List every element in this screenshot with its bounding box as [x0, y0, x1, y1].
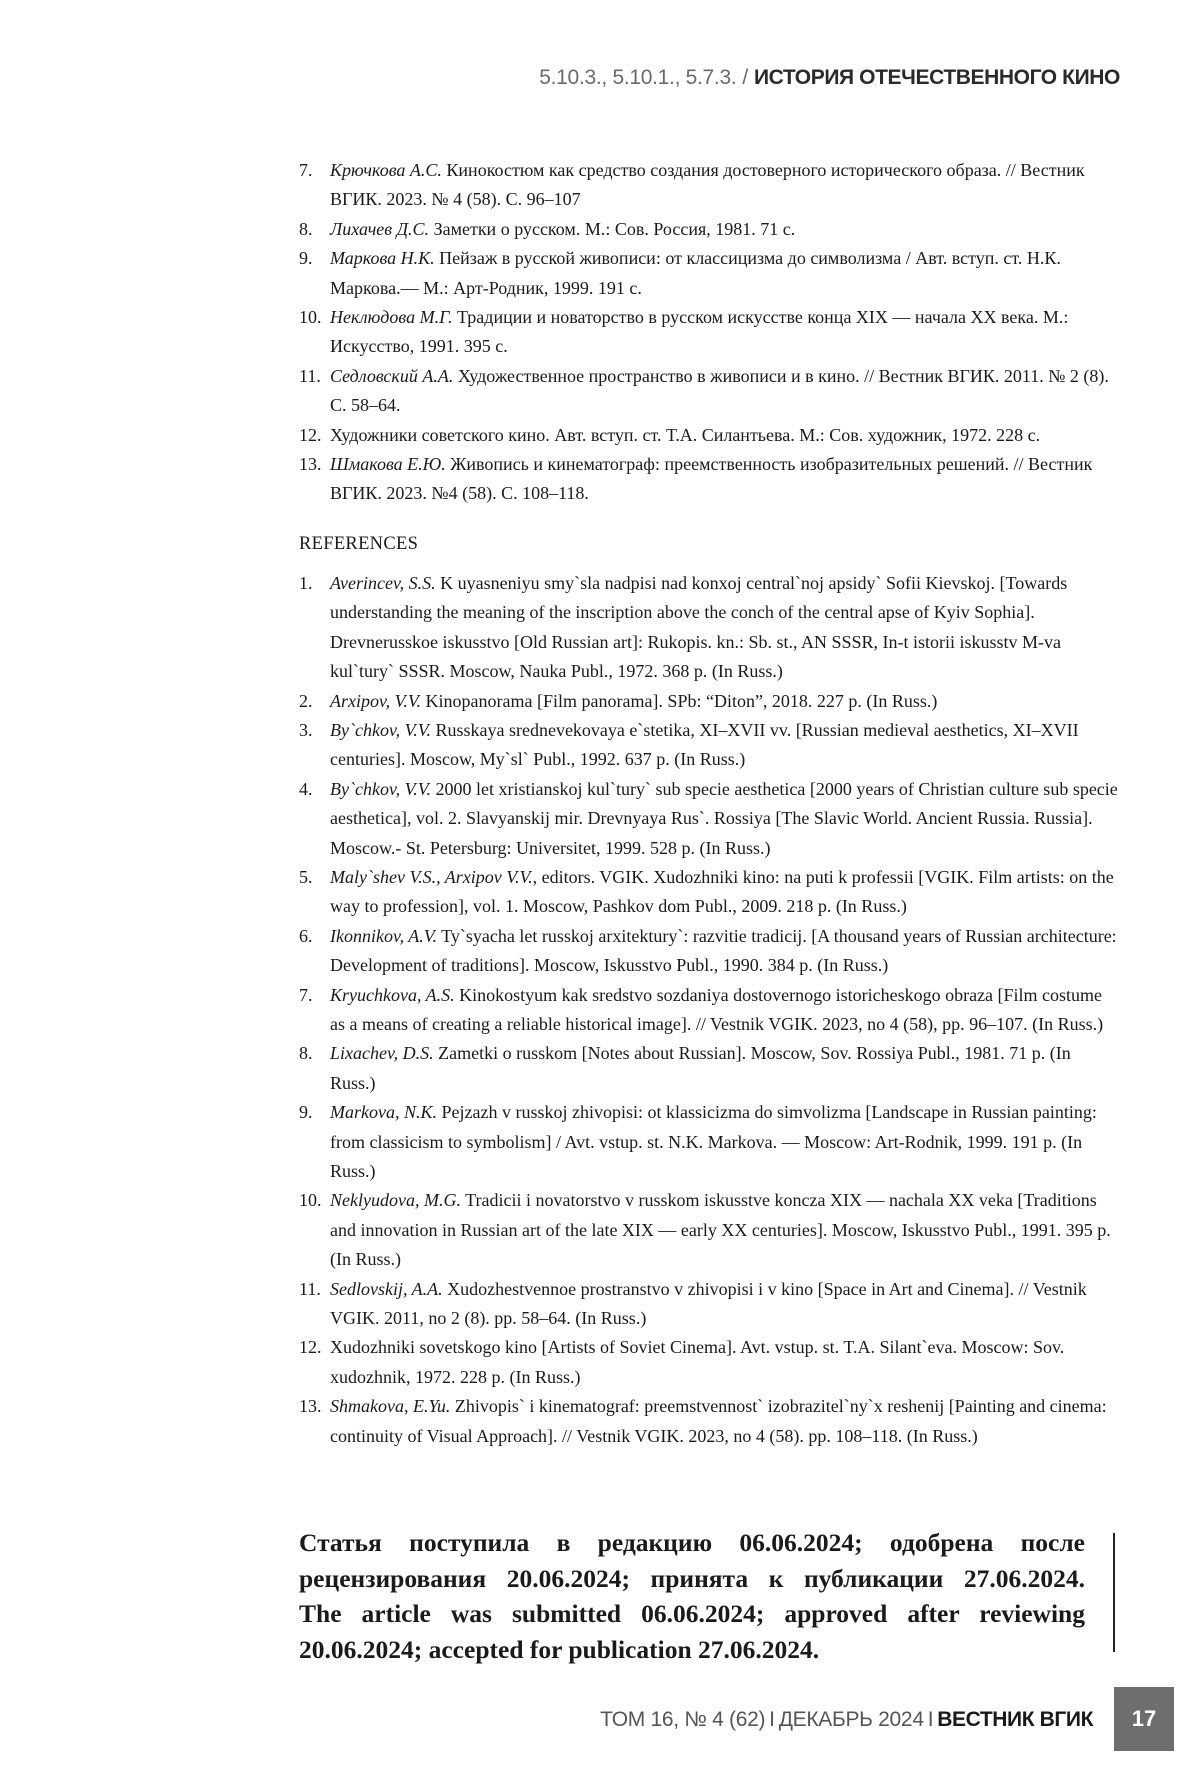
reference-number: 4. — [299, 778, 313, 799]
reference-author: Kryuchkova, A.S. — [330, 984, 455, 1005]
reference-text: Ty`syacha let russkoj arxitektury`: razvitie tradicij. [A thousand years of Russian architecture: Development of traditions]. Moscow, Iskusstvo Publ., 1990. 384 p. (In Russ.) — [330, 925, 1117, 976]
reference-item — [299, 244, 1119, 303]
reference-author: Neklyudova, M.G. — [330, 1190, 461, 1211]
reference-number: 13. — [299, 454, 322, 475]
reference-item — [299, 775, 1119, 863]
reference-text: Zhivopis` i kinematograf: preemstvennost` izobrazitel`ny`x reshenij [Painting and cinema: continuity of Visual Approach]. // Vestnik VGIK. 2023, no 4 (58). pp. 108–118. (In Russ.) — [330, 1396, 1107, 1446]
reference-item — [299, 362, 1119, 421]
reference-text: 2000 let xristianskoj kul`tury` sub specie aesthetica [2000 years of Christian culture sub specie aesthetica], vol. 2. Slavyanskij mir. Drevnyaya Rus`. Rossiya [The Slavic World. Ancient Russia. Russia]. Moscow.- St. Petersburg: Universitet, 1999. 528 p. (In Russ.) — [330, 778, 1118, 858]
reference-text: Tradicii i novatorstvo v russkom iskusstve koncza XIX — nachala XX veka [Traditions and innovation in Russian art of the late XIX — early XX centuries]. Moscow, Iskusstvo Publ., 1991. 395 p. (In Russ.) — [330, 1190, 1111, 1270]
reference-text: , editors. VGIK. Xudozhniki kino: na puti k professii [VGIK. Film artists: on the way to profession], vol. 1. Moscow, Pashkov dom Publ., 2009. 218 p. (In Russ.) — [330, 866, 1114, 917]
references-heading: REFERENCES — [299, 533, 419, 554]
header-separator: / — [742, 66, 748, 89]
reference-number: 10. — [299, 1190, 322, 1211]
reference-author: Крючкова А.С. — [330, 160, 442, 180]
reference-number: 12. — [299, 424, 322, 445]
english-reference-list — [299, 569, 1119, 1451]
reference-text: Заметки о русском. М.: Сов. Россия, 1981. 71 с. — [429, 218, 796, 239]
reference-item — [299, 303, 1119, 362]
reference-author: Arxipov, V.V. — [330, 690, 421, 711]
reference-item — [299, 716, 1119, 775]
reference-text: Xudozhniki sovetskogo kino [Artists of Soviet Cinema]. Avt. vstup. st. T.A. Silant`eva. Moscow: Sov. xudozhnik, 1972. 228 p. (In Russ.) — [330, 1337, 1065, 1387]
reference-text: Zametki o russkom [Notes about Russian]. Moscow, Sov. Rossiya Publ., 1981. 71 p. (In Russ.) — [330, 1043, 1071, 1093]
reference-text: Пейзаж в русской живописи: от классицизма до символизма / Авт. вступ. ст. Н.К. Маркова.— М.: Арт-Родник, 1999. 191 с. — [330, 248, 1061, 298]
reference-author: Markova, N.K. — [330, 1102, 437, 1123]
reference-number: 3. — [299, 719, 313, 740]
reference-number: 8. — [299, 1043, 313, 1064]
reference-item — [299, 569, 1119, 687]
statement-line: Статья поступила в редакцию 06.06.2024; одобрена после — [299, 1528, 1085, 1557]
reference-author: Maly`shev V.S., Arxipov V.V. — [330, 866, 533, 887]
statement-line: 20.06.2024; accepted for publication 27.06.2024. — [299, 1634, 820, 1664]
reference-item — [299, 922, 1119, 981]
running-header — [539, 66, 1120, 90]
reference-text: K uyasneniyu smy`sla nadpisi nad konxoj central`noj apsidy` Sofii Kievskoj. [Towards understanding the meaning of the inscription above the conch of the central apse of Kyiv Sophia]. Drevnerusskoe iskusstvo [Old Russian art]: Rukopis. kn.: Sb. st., AN SSSR, In-t istorii iskusstv M-va kul`tury` SSSR. Moscow, Nauka Publ., 1972. 368 p. (In Russ.) — [330, 572, 1068, 682]
reference-item — [299, 421, 1119, 450]
reference-text: Художественное пространство в живописи и в кино. // Вестник ВГИК. 2011. № 2 (8). С. 58–64. — [330, 365, 1109, 416]
section-title: ИСТОРИЯ ОТЕЧЕСТВЕННОГО КИНО — [753, 66, 1120, 89]
issue-info: ТОМ 16, № 4 (62) — [600, 1708, 766, 1731]
reference-item — [299, 1333, 1119, 1392]
reference-text: Kinopanorama [Film panorama]. SPb: “Diton”, 2018. 227 p. (In Russ.) — [421, 690, 938, 711]
section-codes: 5.10.3., 5.10.1., 5.7.3. — [539, 66, 737, 89]
reference-number: 7. — [299, 160, 313, 180]
reference-item — [299, 981, 1119, 1040]
reference-number: 9. — [299, 1102, 313, 1123]
statement-line: The article was submitted 06.06.2024; approved after reviewing — [299, 1599, 1085, 1628]
reference-text: Xudozhestvennoe prostranstvo v zhivopisi i v kino [Space in Art and Cinema]. // Vestnik VGIK. 2011, no 2 (8). pp. 58–64. (In Russ.) — [330, 1278, 1087, 1329]
reference-text: Kinokostyum kak sredstvo sozdaniya dostovernogo istoricheskogo obraza [Film costume as a means of creating a reliable historical image]. // Vestnik VGIK. 2023, no 4 (58), pp. 96–107. (In Russ.) — [330, 984, 1104, 1034]
reference-number: 7. — [299, 984, 313, 1005]
reference-text: Кинокостюм как средство создания достоверного исторического образа. // Вестник ВГИК. 2023. № 4 (58). С. 96–107 — [330, 160, 1085, 210]
reference-item — [299, 1186, 1119, 1274]
reference-number: 11. — [299, 365, 321, 386]
page-number: 17 — [1114, 1687, 1174, 1751]
reference-author: Лихачев Д.С. — [330, 218, 430, 239]
reference-author: Averincev, S.S. — [330, 572, 436, 593]
reference-item — [299, 215, 1119, 244]
reference-item — [299, 156, 1119, 215]
reference-item — [299, 687, 1119, 716]
reference-author: Sedlovskij, A.A. — [330, 1278, 443, 1299]
footer-divider: I — [769, 1708, 775, 1731]
reference-number: 2. — [299, 690, 313, 711]
reference-text: Традиции и новаторство в русском искусстве конца XIX — начала XX века. М.: Искусство, 1991. 395 с. — [330, 307, 1069, 357]
reference-author: Lixachev, D.S. — [330, 1043, 434, 1064]
reference-number: 10. — [299, 307, 322, 328]
russian-reference-list — [299, 156, 1119, 509]
reference-number: 8. — [299, 218, 313, 239]
reference-text: Pejzazh v russkoj zhivopisi: ot klassicizma do simvolizma [Landscape in Russian painting: from classicism to symbolism] / Avt. vstup. st. N.K. Markova. — Moscow: Art-Rodnik, 1999. 191 p. (In Russ.) — [330, 1102, 1097, 1181]
footer-divider: I — [927, 1708, 934, 1731]
reference-item — [299, 450, 1119, 509]
reference-number: 9. — [299, 248, 313, 269]
reference-author: Маркова Н.К. — [330, 248, 435, 269]
reference-number: 12. — [299, 1337, 322, 1358]
reference-author: Седловский А.А. — [330, 365, 454, 386]
reference-author: By`chkov, V.V. — [330, 778, 431, 799]
statement-rule — [1113, 1533, 1115, 1652]
reference-text: Живопись и кинематограф: преемственность изобразительных решений. // Вестник ВГИК. 2023. №4 (58). С. 108–118. — [330, 454, 1093, 504]
reference-item — [299, 1392, 1119, 1451]
submission-statement — [299, 1525, 1085, 1667]
issue-date: ДЕКАБРЬ 2024 — [778, 1708, 924, 1731]
reference-author: Шмакова Е.Ю. — [330, 454, 446, 475]
statement-line: рецензирования 20.06.2024; принята к публикации 27.06.2024. — [299, 1563, 1085, 1593]
journal-name: ВЕСТНИК ВГИК — [937, 1708, 1093, 1731]
reference-text: Художники советского кино. Авт. вступ. ст. Т.А. Силантьева. М.: Сов. художник, 1972. 228 с. — [330, 424, 1041, 445]
running-footer — [600, 1708, 1093, 1732]
reference-text: Russkaya srednevekovaya e`stetika, XI–XVII vv. [Russian medieval aesthetics, XI–XVII centuries]. Moscow, My`sl` Publ., 1992. 637 p. (In Russ.) — [330, 719, 1079, 770]
reference-number: 1. — [299, 572, 313, 593]
reference-item — [299, 863, 1119, 922]
reference-item — [299, 1039, 1119, 1098]
reference-item — [299, 1098, 1119, 1186]
references-body — [299, 156, 1119, 1451]
reference-number: 11. — [299, 1278, 321, 1299]
reference-number: 6. — [299, 925, 313, 946]
reference-author: Shmakova, E.Yu. — [330, 1396, 451, 1417]
reference-item — [299, 1275, 1119, 1334]
reference-author: By`chkov, V.V. — [330, 719, 431, 740]
reference-number: 13. — [299, 1396, 322, 1417]
reference-number: 5. — [299, 866, 313, 887]
reference-author: Ikonnikov, A.V. — [330, 925, 437, 946]
reference-author: Неклюдова М.Г. — [330, 307, 453, 328]
